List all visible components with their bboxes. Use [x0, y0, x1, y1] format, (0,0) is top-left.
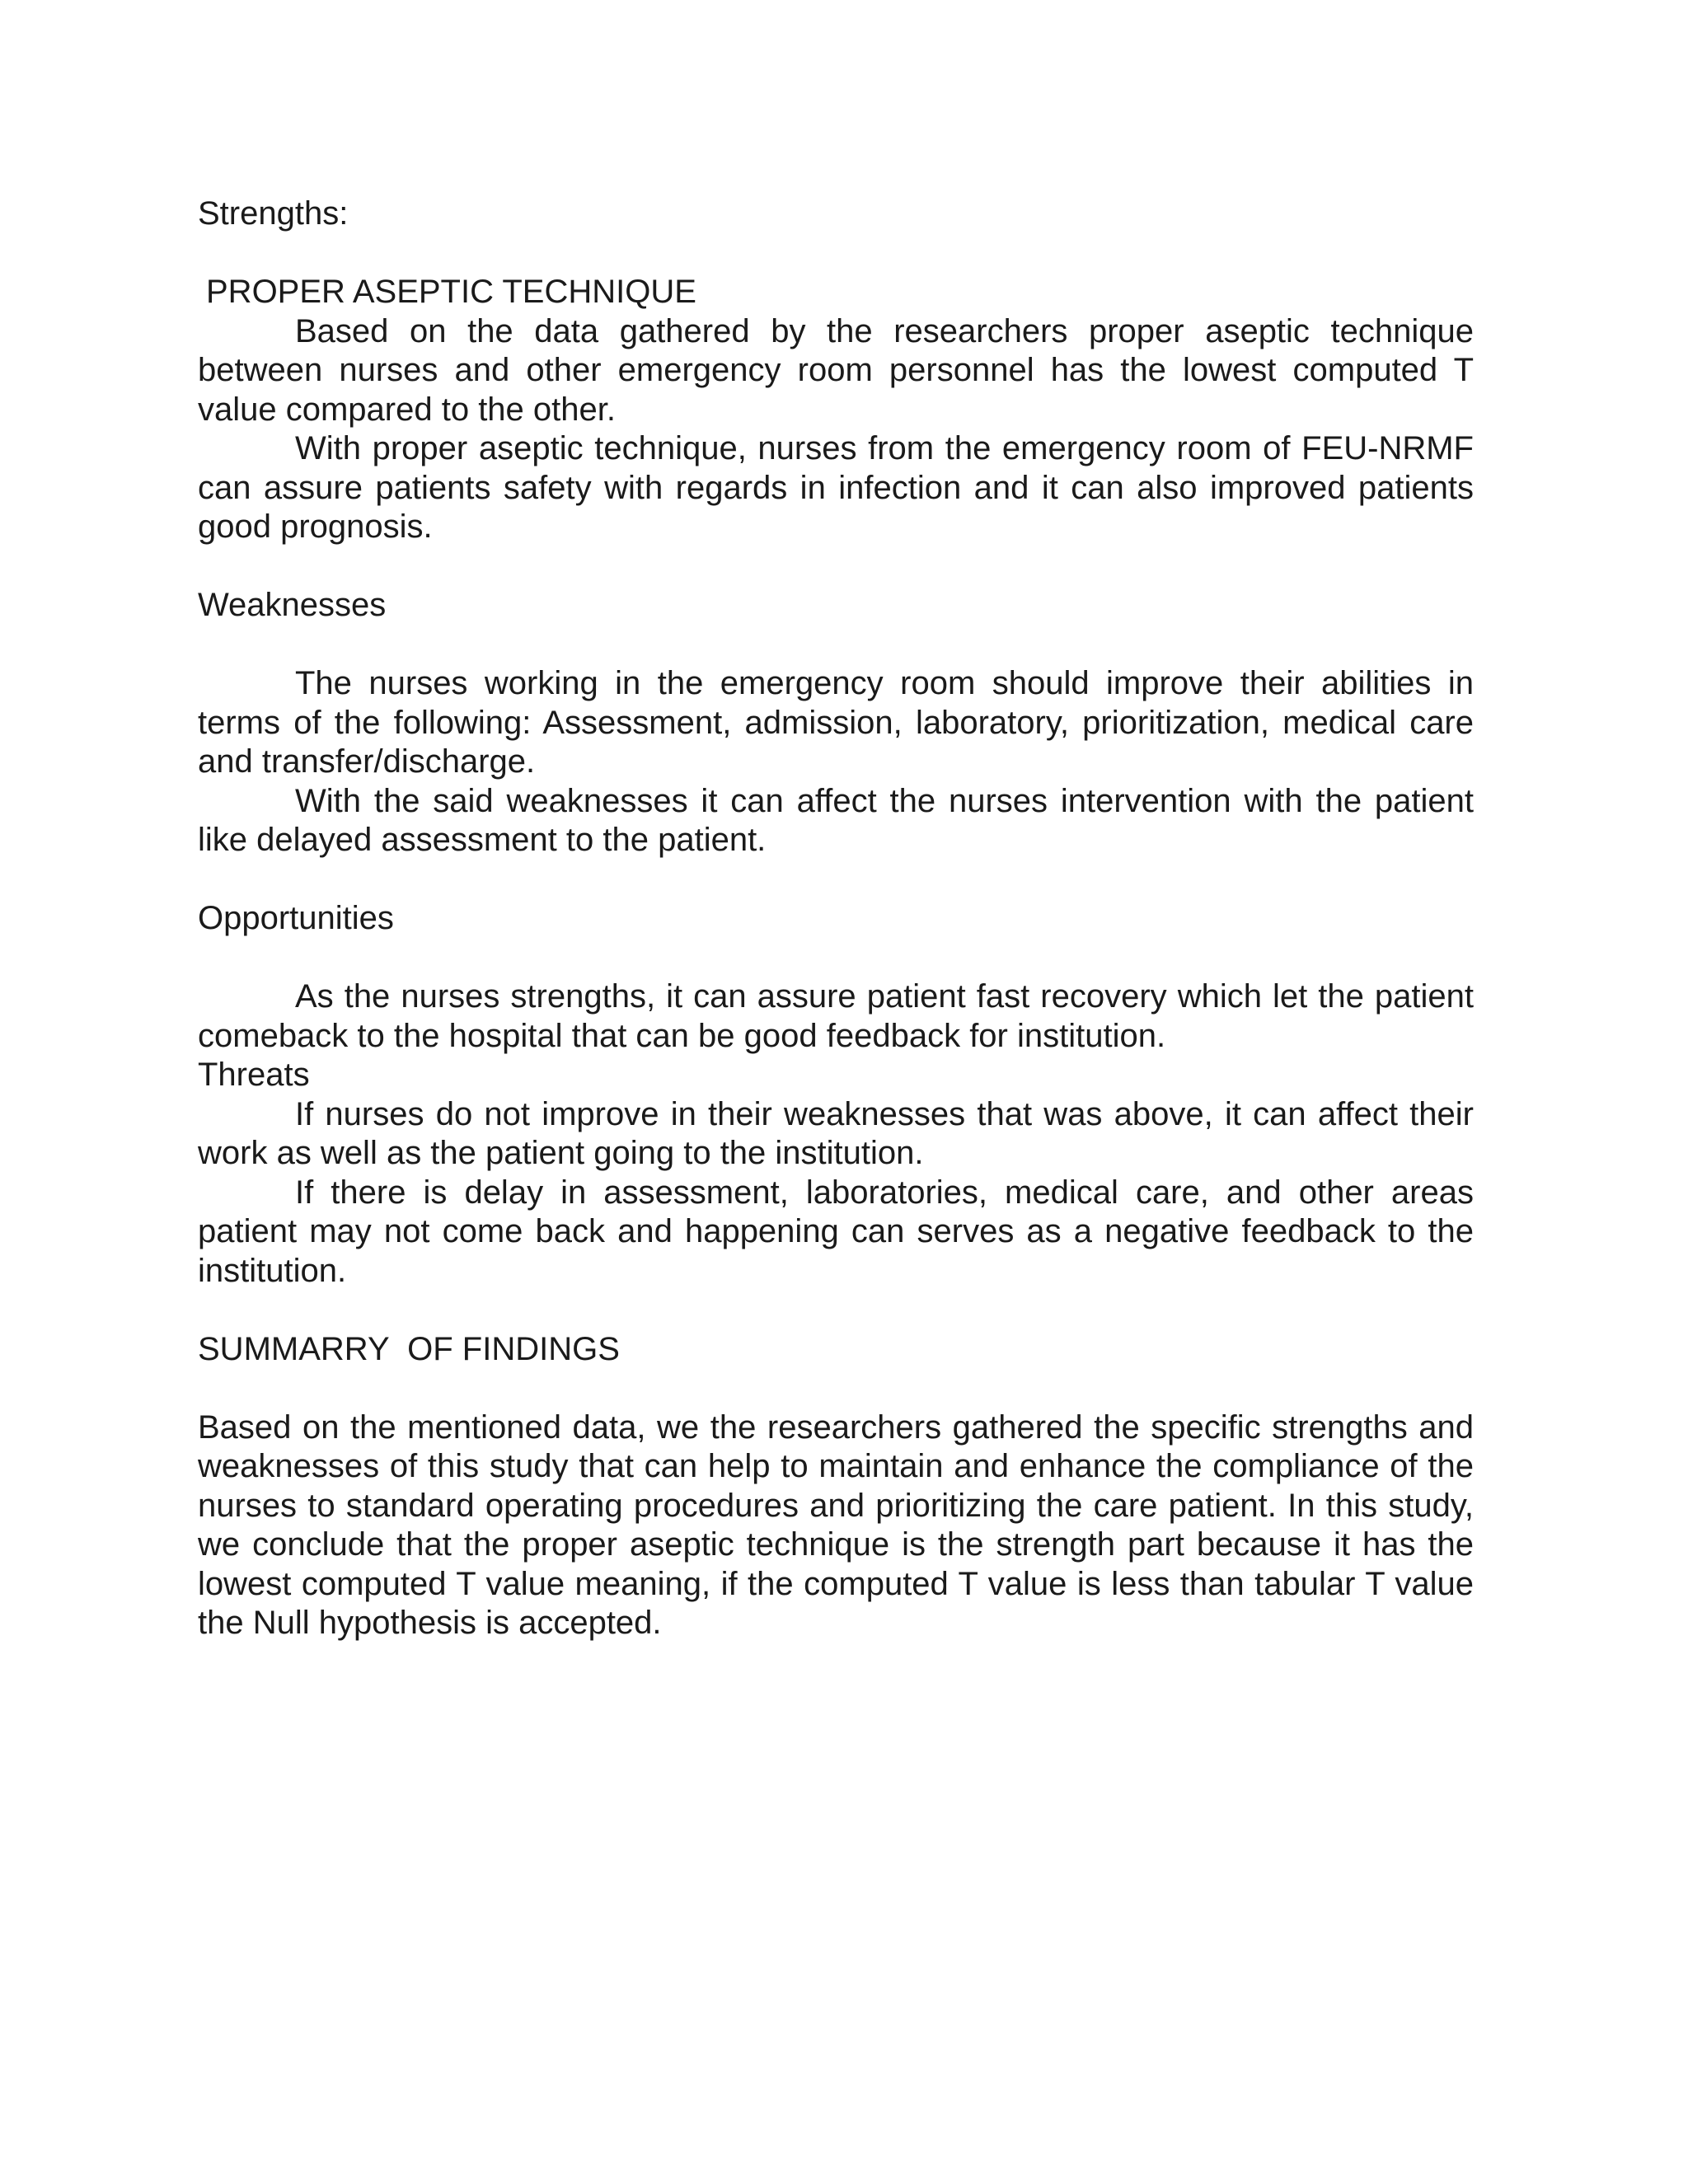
threats-heading: Threats	[198, 1057, 310, 1093]
weaknesses-paragraph-1: The nurses working in the emergency room should improve their abilities in terms of the following: Assessment, admission, laboratory, prioritization, medical care and transfer/discharge.	[198, 665, 1474, 780]
strengths-paragraph-2: With proper aseptic technique, nurses from the emergency room of FEU-NRMF can assure patients safety with regards in infection and it can also improved patients good prognosis.	[198, 430, 1474, 545]
spacer	[198, 860, 1474, 900]
strengths-subheading: PROPER ASEPTIC TECHNIQUE	[206, 274, 696, 310]
threats-paragraph-2: If there is delay in assessment, laboratories, medical care, and other areas patient may not come back and happening can serves as a negative feedback to the institution.	[198, 1174, 1474, 1289]
spacer	[198, 234, 1474, 274]
spacer	[198, 547, 1474, 587]
spacer	[198, 1369, 1474, 1408]
document-page	[198, 194, 1474, 1643]
strengths-paragraph-1: Based on the data gathered by the researchers proper aseptic technique between nurses and other emergency room personnel has the lowest computed T value compared to the other.	[198, 312, 1474, 428]
opportunities-heading: Opportunities	[198, 900, 394, 936]
summary-paragraph: Based on the mentioned data, we the researchers gathered the specific strengths and weaknesses of this study that can help to maintain and enhance the compliance of the nurses to standard operating procedures and prioritizing the care patient. In this study, we conclude that the proper aseptic technique is the strength part because it has the lowest computed T value meaning, if the computed T value is less than tabular T value the Null hypothesis is accepted.	[198, 1408, 1474, 1641]
threats-paragraph-1: If nurses do not improve in their weaknesses that was above, it can affect their work as well as the patient going to the institution.	[198, 1095, 1474, 1171]
spacer	[198, 939, 1474, 978]
spacer	[198, 626, 1474, 665]
spacer	[198, 1291, 1474, 1330]
opportunities-paragraph-1: As the nurses strengths, it can assure patient fast recovery which let the patient comeback to the hospital that can be good feedback for institution.	[198, 978, 1474, 1054]
strengths-heading: Strengths:	[198, 195, 349, 232]
weaknesses-paragraph-2: With the said weaknesses it can affect the nurses intervention with the patient like delayed assessment to the patient.	[198, 782, 1474, 858]
weaknesses-heading: Weaknesses	[198, 587, 387, 623]
summary-heading: SUMMARRY OF FINDINGS	[198, 1330, 620, 1367]
